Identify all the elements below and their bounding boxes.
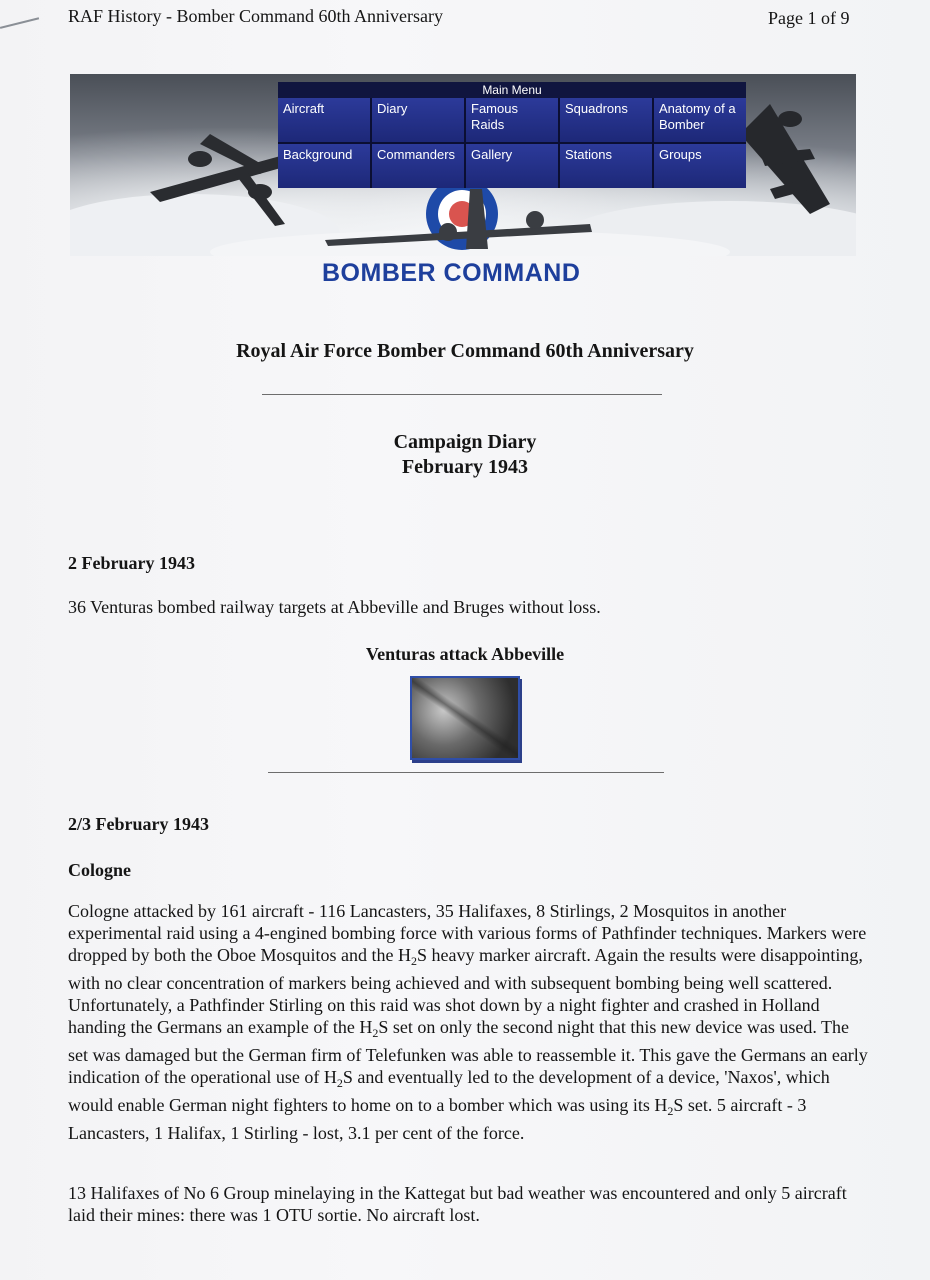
campaign-diary-title <box>0 430 930 480</box>
paragraph-text: S set on only the second night that this new device was used. The set was damaged but the German firm of Telefunken was able to reassemble it. This gave the Germans an early indication of the operational use of H <box>68 1017 868 1087</box>
main-menu-grid <box>278 98 746 188</box>
menu-item-aircraft[interactable]: Aircraft <box>278 98 370 142</box>
campaign-diary-title-line1: Campaign Diary <box>393 431 537 453</box>
divider-rule <box>262 394 662 395</box>
header-page-number: Page 1 of 9 <box>768 8 850 28</box>
menu-item-famous-raids[interactable]: Famous Raids <box>466 98 558 142</box>
entry-date-heading: 2 February 1943 <box>68 553 195 573</box>
aerial-reconnaissance-photo[interactable] <box>410 676 520 760</box>
main-menu-title: Main Menu <box>278 82 746 98</box>
menu-item-squadrons[interactable]: Squadrons <box>560 98 652 142</box>
bomber-command-banner <box>70 74 856 256</box>
header-title: RAF History - Bomber Command 60th Anniversary <box>68 6 443 26</box>
menu-item-anatomy-of-a-bomber[interactable]: Anatomy of a Bomber <box>654 98 746 142</box>
paragraph-text: Cologne attacked by 161 aircraft - 116 Lancasters, 35 Halifaxes, 8 Stirlings, 2 Mosquitos in another experimental raid using a 4-engined bombing force with various forms of Pathfinder techniques. Markers were dropped by both the Oboe Mosquitos and the H <box>68 901 867 965</box>
menu-item-groups[interactable]: Groups <box>654 144 746 188</box>
menu-item-background[interactable]: Background <box>278 144 370 188</box>
entry-paragraph <box>68 900 868 1144</box>
image-caption: Venturas attack Abbeville <box>365 644 565 664</box>
subscript: 2 <box>410 954 417 968</box>
subscript: 2 <box>372 1026 379 1040</box>
entry-paragraph: 13 Halifaxes of No 6 Group minelaying in the Kattegat but bad weather was encountered and only 5 aircraft laid their mines: there was 1 OTU sortie. No aircraft lost. <box>68 1183 847 1225</box>
menu-item-stations[interactable]: Stations <box>560 144 652 188</box>
menu-item-commanders[interactable]: Commanders <box>372 144 464 188</box>
bomber-command-logo-text: BOMBER COMMAND <box>322 259 581 287</box>
divider-rule <box>268 772 664 773</box>
subscript: 2 <box>336 1076 343 1090</box>
entry-text: 36 Venturas bombed railway targets at Abbeville and Bruges without loss. <box>68 597 601 617</box>
menu-item-diary[interactable]: Diary <box>372 98 464 142</box>
main-title: Royal Air Force Bomber Command 60th Anniversary <box>236 340 694 362</box>
subscript: 2 <box>667 1104 674 1118</box>
paragraph-text: S set. 5 aircraft - 3 Lancasters, 1 Halifax, 1 Stirling - lost, 3.1 per cent of the force. <box>68 1095 807 1143</box>
paragraph-text: S and eventually led to the development of a device, 'Naxos', which would enable German night fighters to home on to a bomber which was using its H <box>68 1067 830 1115</box>
entry-date-heading: 2/3 February 1943 <box>68 814 209 834</box>
entry-subheading: Cologne <box>68 860 131 880</box>
campaign-diary-title-line2: February 1943 <box>401 456 529 478</box>
menu-item-gallery[interactable]: Gallery <box>466 144 558 188</box>
paragraph-text: S heavy marker aircraft. Again the results were disappointing, with no clear concentration of markers being achieved and with subsequent bombing being well scattered. Unfortunately, a Pathfinder Stirling on this raid was shot down by a night fighter and crashed in Holland handing the Germans an example of the H <box>68 945 863 1037</box>
